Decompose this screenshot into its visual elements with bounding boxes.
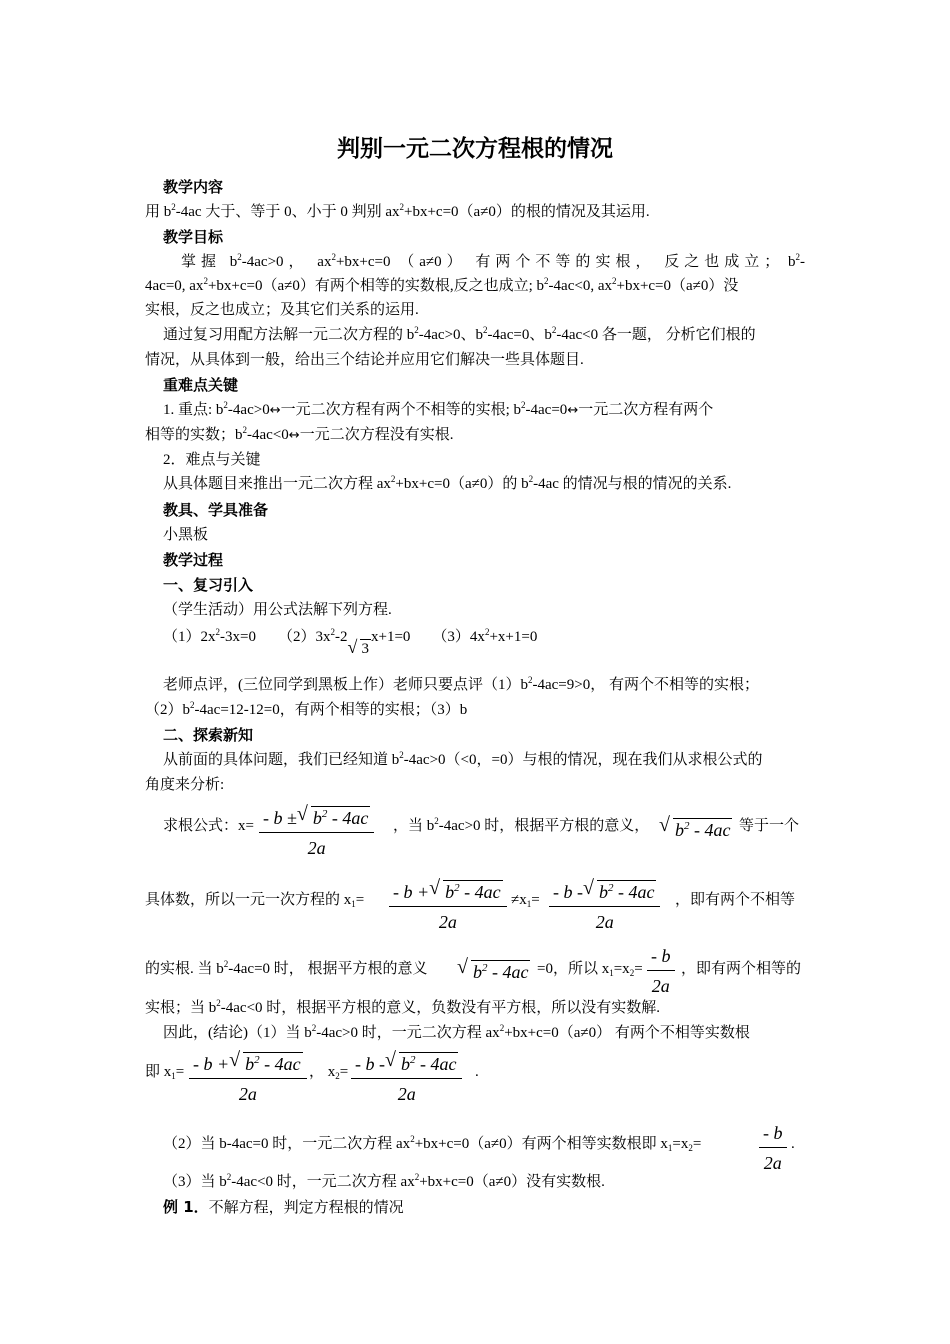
explore-line-4: 实根；当 $b^2-4ac<0$ 时，根据平方根的意义，负数没有平方根，所以没有实数解. xyxy=(145,998,661,1016)
double-arrow-icon: ↔ xyxy=(567,403,579,418)
conclusion-3: （3）当 $b^2-4ac<0$ 时，一元二次方程 $ax^2+bx+c=0(a\ne 0)$没有实数根. xyxy=(163,1172,605,1190)
review-equations: $(1)2x^2-3x=0$ $(2)3x^2-2$ √ 3x+1=0 $(3)4x^2+x+1=0$ xyxy=(163,627,538,657)
sqrt-three: √ 3 xyxy=(347,637,369,657)
conclusion-1-roots: 即 $x_1=$ - b + √ $b^2 - 4ac$ 2a ， $x_2=$ - b - √ $b^2 - 4ac$ 2a . xyxy=(145,1049,479,1104)
key-line-2: 相等的实数；$b^2-4ac<0\leftrightarrow$一元二次方程没有实根. xyxy=(145,425,454,443)
double-root: $\frac{- b}{2a}$ xyxy=(647,945,675,997)
root-plus: - b + √ $b^2 - 4ac$ 2a xyxy=(189,1052,307,1105)
content-line: 用 $b^2-4ac$ 大于、等于 0、小于 0 判别 $ax^2+bx+c=0(a\ne 0)$的根的情况及其运用. xyxy=(145,202,650,220)
discriminant-root: √ $b^2 - 4ac$ xyxy=(457,956,529,982)
heading-process: 教学过程 xyxy=(163,551,224,569)
discriminant-root: √ $b^2 - 4ac$ xyxy=(659,814,731,840)
goal-line-3: 实根，反之也成立；及其它们关系的运用. xyxy=(145,302,419,318)
example-1: 例 1．不解方程，判定方程根的情况 xyxy=(163,1198,404,1216)
heading-key: 重难点关键 xyxy=(163,376,239,394)
tools-line: 小黑板 xyxy=(163,527,209,543)
goal-line-2: 4ac=0, $ax^2+bx+c=0(a\ne 0)$有两个相等的实数根,反之也成立; $b^2-4ac<0$, $ax^2+bx+c=0(a\ne 0)$没 xyxy=(145,276,739,294)
goal-line-1: 掌握 $b^2-4ac>0$， $ax^2+bx+c=0$ （a≠0） 有两个不等的实根， 反之也成立； $b^2-$ xyxy=(181,252,805,270)
explore-equal-line: 的实根. 当 $b^2-4ac=0$ 时， 根据平方根的意义 √ $b^2 - 4ac$ =0，所以 $x_1=x_2=$ $\frac{- b}{2a}$ ，即有两个相等的 xyxy=(145,946,802,996)
root-minus: - b - √ $b^2 - 4ac$ 2a xyxy=(351,1052,462,1105)
heading-content: 教学内容 xyxy=(163,178,224,196)
explore-formula-line: 求根公式：x= - b ± √ $b^2 - 4ac$ 2a ，当 $b^2-4ac>0$ 时，根据平方根的意义， √ $b^2 - 4ac$ 等于一个 xyxy=(163,803,800,858)
key-line-4: 从具体题目来推出一元二次方程 $ax^2+bx+c=0(a\ne 0)$的 $b^2-4ac$ 的情况与根的情况的关系. xyxy=(163,474,732,492)
root-formula: - b ± √ $b^2 - 4ac$ 2a xyxy=(259,806,374,859)
root-plus: - b + √ $b^2 - 4ac$ 2a xyxy=(389,880,507,933)
heading-explore: 二、探索新知 xyxy=(163,726,254,744)
review-comment-1: 老师点评，(三位同学到黑板上作）老师只要点评$(1)b^2-4ac=9>0$， 有两个不相等的实根； xyxy=(163,675,759,693)
heading-goal: 教学目标 xyxy=(163,228,224,246)
heading-tools: 教具、学具准备 xyxy=(163,501,269,519)
goal-line-5: 情况，从具体到一般，给出三个结论并应用它们解决一些具体题目. xyxy=(145,352,584,368)
review-line-1: （学生活动）用公式法解下列方程. xyxy=(163,602,392,618)
explore-line-1: 从前面的具体问题，我们已经知道 $b^2-4ac>0(<0$，=0）与根的情况，现在我们从求根公式的 xyxy=(163,750,763,768)
key-line-1: 1. 重点: $b^2-4ac>0\leftrightarrow$一元二次方程有两个不相等的实根; $b^2-4ac=0\leftrightarrow$一元二次方程有两个 xyxy=(163,400,714,418)
key-line-3: 2．难点与关键 xyxy=(163,452,261,468)
explore-line-2: 角度来分析: xyxy=(145,777,225,793)
explore-roots-line: 具体数，所以一元一次方程的 $x_1=$ - b + √ $b^2 - 4ac$ 2a $\ne x_1=$ - b - √ $b^2 - 4ac$ 2a ，即有两个不相等 xyxy=(145,877,796,932)
double-root: $\frac{- b}{2a}$ xyxy=(759,1122,787,1174)
conclusion-1: 因此，(结论)（1）当 $b^2-4ac>0$ 时，一元二次方程 $ax^2+bx+c=0(a\ne 0)$ 有两个不相等实数根 xyxy=(163,1023,750,1041)
conclusion-2: （2）当 b-4ac=0 时，一元二次方程 $ax^2+bx+c=0(a\ne 0)$有两个相等实数根即 $x_1=x_2=$ $\frac{- b}{2a}$ . xyxy=(163,1123,795,1173)
double-arrow-icon: ↔ xyxy=(288,428,300,443)
goal-line-4: 通过复习用配方法解一元二次方程的 $b^2-4ac>0$、$b^2-4ac=0$、$b^2-4ac<0$ 各一题， 分析它们根的 xyxy=(163,325,756,343)
heading-review: 一、复习引入 xyxy=(163,576,254,594)
review-comment-2: $(2)b^2-4ac=12-12=0$，有两个相等的实根；（3）b xyxy=(145,700,468,718)
root-minus: - b - √ $b^2 - 4ac$ 2a xyxy=(549,880,660,933)
double-arrow-icon: ↔ xyxy=(269,403,281,418)
page-title: 判别一元二次方程根的情况 xyxy=(337,136,613,162)
